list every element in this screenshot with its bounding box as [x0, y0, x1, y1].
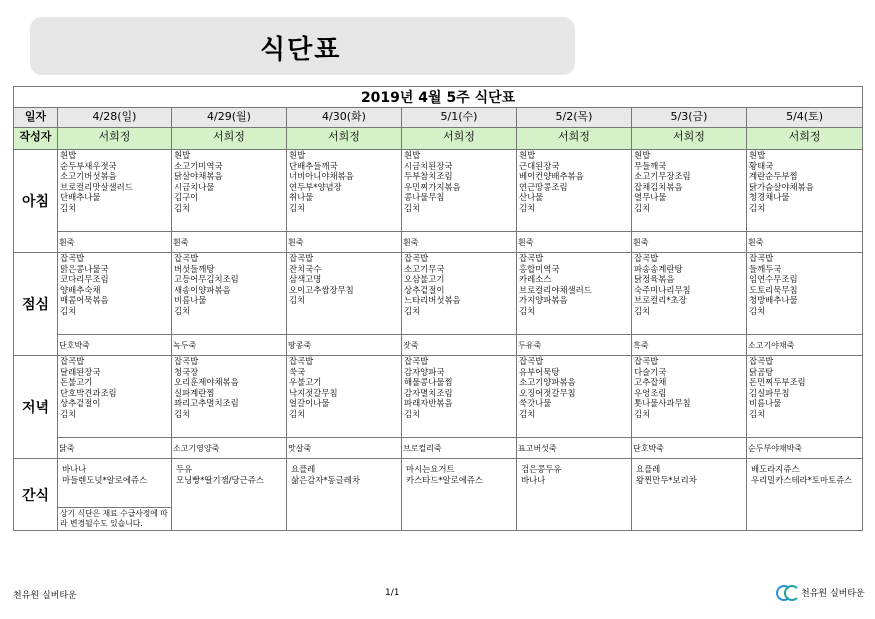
logo-icon: [776, 584, 798, 600]
menu-cell: [402, 150, 517, 232]
porridge-cell: 흰죽: [287, 232, 402, 253]
menu-item: 잡곡밥: [289, 356, 314, 366]
menu-item: 잡곡밥: [174, 253, 199, 263]
date-cell: 4/28(일): [58, 108, 172, 128]
footer-logo-text: 천유원 실버타운: [801, 588, 865, 599]
meal-label: 아침: [14, 150, 58, 253]
snack-cell: [58, 459, 172, 508]
week-title: 2019년 4월 5주 식단표: [14, 87, 863, 108]
menu-cell: [747, 356, 863, 438]
menu-item: 잡곡밥: [404, 253, 429, 263]
date-cell: 5/3(금): [632, 108, 747, 128]
menu-item: 느타리버섯볶음: [404, 295, 461, 306]
snack-item: 우리밀카스테라*토마토쥬스: [751, 474, 853, 485]
author-cell: 서희정: [747, 128, 863, 150]
menu-item: 얼갈이나물: [289, 398, 330, 409]
menu-item: 잡곡밥: [749, 356, 774, 366]
menu-item: 김치: [174, 305, 191, 316]
menu-item: 소고기버섯볶음: [60, 171, 117, 182]
menu-item: 소고기미역국: [174, 160, 223, 171]
menu-item: 잔치국수: [289, 263, 322, 274]
snack-items: [632, 459, 746, 485]
porridge-cell: 흑죽: [632, 335, 747, 356]
snack-cell: [747, 459, 863, 531]
porridge-cell: 순두부야채박죽: [747, 438, 863, 459]
menu-item: 홍합미역국: [519, 263, 560, 274]
menu-item: 잡곡밥: [634, 253, 659, 263]
menu-item: 고등어무김치조림: [174, 274, 239, 285]
weekly-menu-table: [13, 86, 863, 531]
title-box: [30, 17, 575, 75]
footer-logo: [776, 584, 865, 600]
menu-item: 김치: [519, 202, 536, 213]
menu-note: 상기 식단은 재료 수급사정에 따라 변경될수도 있습니다.: [60, 509, 168, 528]
menu-item: 우불고기: [289, 377, 322, 388]
menu-item: 두부참치조림: [404, 171, 453, 182]
menu-item: 파송송계란탕: [634, 263, 683, 274]
author-label: 작성자: [14, 128, 58, 150]
meal-label-snack: 간식: [14, 459, 58, 531]
snack-item: 바나나: [521, 474, 546, 485]
menu-item: 산나물: [519, 192, 544, 203]
menu-item: 계란순두부찜: [749, 171, 798, 182]
menu-item: 김치: [174, 408, 191, 419]
menu-item: 브로컬리맛살샐러드: [60, 181, 133, 192]
menu-item: 소고기양파볶음: [519, 377, 576, 388]
menu-item: 무들깨국: [634, 160, 667, 171]
menu-item: 너비아니야채볶음: [289, 171, 354, 182]
menu-item: 잡곡밥: [60, 253, 85, 263]
menu-item: 가지양파볶음: [519, 295, 568, 306]
snack-items: [172, 459, 286, 485]
menu-cell: [172, 356, 287, 438]
author-cell: 서희정: [402, 128, 517, 150]
date-cell: 4/29(월): [172, 108, 287, 128]
menu-item: 버섯들깨탕: [174, 263, 215, 274]
menu-item: 김치: [174, 202, 191, 213]
menu-item: 실파계란찜: [174, 387, 215, 398]
menu-item: 달래된장국: [60, 366, 101, 377]
menu-item: 김치: [289, 202, 306, 213]
menu-cell: [632, 253, 747, 335]
snack-item: 검은콩두유: [521, 464, 562, 474]
menu-item: 시금치나물: [174, 181, 215, 192]
menu-item: 김치: [634, 202, 651, 213]
snack-item: 왕찐만두*보리차: [636, 474, 697, 485]
porridge-cell: 단호박죽: [58, 335, 172, 356]
porridge-cell: 표고버섯죽: [517, 438, 632, 459]
meal-label: 저녁: [14, 356, 58, 459]
menu-item: 김치: [749, 202, 766, 213]
date-cell: 4/30(화): [287, 108, 402, 128]
snack-cell: [287, 459, 402, 531]
menu-item: 비름나물: [174, 295, 207, 306]
menu-item: 단배추나물: [60, 192, 101, 203]
menu-item: 김치: [749, 408, 766, 419]
menu-item: 상추겉절이: [404, 284, 445, 295]
menu-item: 김치: [634, 305, 651, 316]
menu-cell: [747, 253, 863, 335]
page-title: 식단표: [260, 35, 342, 65]
porridge-cell: 소고기영양죽: [172, 438, 287, 459]
porridge-cell: 소고기야채죽: [747, 335, 863, 356]
menu-item: 흰밥: [519, 150, 536, 160]
porridge-cell: 흰죽: [402, 232, 517, 253]
menu-item: 숙주미나리무침: [634, 284, 691, 295]
menu-cell: [58, 253, 172, 335]
menu-item: 해물콩나물찜: [404, 377, 453, 388]
porridge-cell: 닭죽: [58, 438, 172, 459]
meal-label: 점심: [14, 253, 58, 356]
menu-item: 톳나물사과무침: [634, 398, 691, 409]
menu-item: 김치: [404, 202, 421, 213]
menu-item: 흰밥: [60, 150, 77, 160]
date-cell: 5/2(목): [517, 108, 632, 128]
porridge-cell: 브로컬리죽: [402, 438, 517, 459]
snack-item: 배도라지쥬스: [751, 464, 800, 474]
menu-item: 김치: [289, 295, 306, 306]
menu-item: 고추잡채: [634, 377, 667, 388]
menu-item: 돈민찌두부조림: [749, 377, 806, 388]
author-cell: 서희정: [58, 128, 172, 150]
menu-item: 김치: [60, 305, 77, 316]
menu-cell: [287, 356, 402, 438]
author-cell: 서희정: [287, 128, 402, 150]
menu-item: 감자양파국: [404, 366, 445, 377]
menu-item: 돈불고기: [60, 377, 93, 388]
menu-item: 김구이: [174, 192, 199, 203]
porridge-cell: 흰죽: [517, 232, 632, 253]
menu-item: 유부어묵탕: [519, 366, 560, 377]
menu-cell: [632, 150, 747, 232]
menu-item: 닭정육볶음: [634, 274, 675, 285]
menu-item: 흰밥: [404, 150, 421, 160]
menu-item: 황태국: [749, 160, 774, 171]
menu-item: 카레소스: [519, 274, 552, 285]
snack-item: 모닝빵*딸기잼/당근쥬스: [176, 474, 264, 485]
menu-item: 쑥갓나물: [519, 398, 552, 409]
menu-item: 베이컨양배추볶음: [519, 171, 584, 182]
menu-cell: [402, 356, 517, 438]
menu-item: 도토리묵무침: [749, 284, 798, 295]
menu-item: 청국장: [174, 366, 199, 377]
menu-cell: [287, 253, 402, 335]
menu-item: 낙지젓갈무침: [289, 387, 338, 398]
menu-item: 시금치된장국: [404, 160, 453, 171]
snack-items: [402, 459, 516, 485]
menu-item: 김치: [634, 408, 651, 419]
menu-item: 임연수무조림: [749, 274, 798, 285]
menu-item: 흰밥: [749, 150, 766, 160]
menu-item: 김치: [519, 408, 536, 419]
menu-item: 잡곡밥: [60, 356, 85, 366]
snack-item: 요플레: [291, 464, 316, 474]
menu-item: 김치: [60, 408, 77, 419]
date-label: 일자: [14, 108, 58, 128]
porridge-cell: 땅콩죽: [287, 335, 402, 356]
menu-item: 새송이양파볶음: [174, 284, 231, 295]
menu-item: 오삼불고기: [404, 274, 445, 285]
menu-cell: [517, 150, 632, 232]
menu-cell: [402, 253, 517, 335]
menu-item: 단배추들깨국: [289, 160, 338, 171]
menu-item: 매콤어묵볶음: [60, 295, 109, 306]
snack-item: 요플레: [636, 464, 661, 474]
author-cell: 서희정: [517, 128, 632, 150]
menu-item: 삼색고명: [289, 274, 322, 285]
menu-item: 단호박견과조림: [60, 387, 117, 398]
porridge-cell: 흰죽: [172, 232, 287, 253]
menu-cell: [287, 150, 402, 232]
menu-item: 잡곡밥: [634, 356, 659, 366]
menu-item: 닭가슴살야채볶음: [749, 181, 814, 192]
menu-item: 김실파무침: [749, 387, 790, 398]
menu-item: 잡곡밥: [749, 253, 774, 263]
porridge-cell: 맛살죽: [287, 438, 402, 459]
menu-cell: [172, 150, 287, 232]
menu-item: 우민찌가지볶음: [404, 181, 461, 192]
menu-item: 흰밥: [174, 150, 191, 160]
menu-item: 우엉조림: [634, 387, 667, 398]
menu-cell: [747, 150, 863, 232]
menu-item: 잡곡밥: [519, 356, 544, 366]
snack-item: 삶은감자*동글레차: [291, 474, 360, 485]
menu-item: 들깨두국: [749, 263, 782, 274]
menu-item: 오이고추쌈장무침: [289, 284, 354, 295]
menu-item: 잡곡밥: [404, 356, 429, 366]
menu-item: 오리훈제야채볶음: [174, 377, 239, 388]
menu-item: 닭살야채볶음: [174, 171, 223, 182]
menu-item: 청방배추나물: [749, 295, 798, 306]
porridge-cell: 흰죽: [747, 232, 863, 253]
menu-item: 청경채나물: [749, 192, 790, 203]
meal-rows: [14, 150, 863, 459]
menu-item: 맑은콩나물국: [60, 263, 109, 274]
menu-cell: [517, 356, 632, 438]
menu-item: 콩나물무침: [404, 192, 445, 203]
menu-item: 열무나물: [634, 192, 667, 203]
snack-cell: [632, 459, 747, 531]
snack-items: [58, 459, 171, 485]
snack-item: 마시는요거트: [406, 464, 455, 474]
menu-item: 파래자반볶음: [404, 398, 453, 409]
snack-items: [287, 459, 401, 485]
menu-item: 김치: [60, 202, 77, 213]
menu-item: 브로컬리*초장: [634, 295, 687, 306]
menu-cell: [58, 150, 172, 232]
menu-item: 비름나물: [749, 398, 782, 409]
menu-item: 상추겉절이: [60, 398, 101, 409]
snack-cell: [172, 459, 287, 531]
porridge-cell: 단호박죽: [632, 438, 747, 459]
menu-item: 순두부새우젓국: [60, 160, 117, 171]
menu-cell: [517, 253, 632, 335]
menu-item: 오징어젓갈무침: [519, 387, 576, 398]
menu-item: 흰밥: [634, 150, 651, 160]
menu-item: 흰밥: [289, 150, 306, 160]
snack-cell: [517, 459, 632, 531]
menu-item: 김치: [519, 305, 536, 316]
menu-item: 김치: [749, 305, 766, 316]
menu-cell: [172, 253, 287, 335]
menu-item: 꽈리고추멸치조림: [174, 398, 239, 409]
page-number: 1/1: [385, 588, 400, 598]
porridge-cell: 흰죽: [58, 232, 172, 253]
porridge-cell: 잣죽: [402, 335, 517, 356]
porridge-cell: 녹두죽: [172, 335, 287, 356]
snack-item: 마들렌도넛*알로에쥬스: [62, 474, 148, 485]
note-cell: [58, 508, 172, 531]
snack-item: 바나나: [62, 464, 87, 474]
snack-item: 카스타드*알로에쥬스: [406, 474, 483, 485]
menu-item: 쑥국: [289, 366, 306, 377]
menu-item: 소고기무국: [404, 263, 445, 274]
menu-item: 연근땅콩조림: [519, 181, 568, 192]
menu-item: 근대된장국: [519, 160, 560, 171]
menu-item: 김치: [404, 305, 421, 316]
menu-cell: [632, 356, 747, 438]
date-cell: 5/1(수): [402, 108, 517, 128]
menu-item: 잡곡밥: [174, 356, 199, 366]
menu-item: 김치: [404, 408, 421, 419]
author-cell: 서희정: [632, 128, 747, 150]
snack-cell: [402, 459, 517, 531]
menu-item: 코다리무조림: [60, 274, 109, 285]
menu-item: 김치: [289, 408, 306, 419]
menu-item: 소고기무장조림: [634, 171, 691, 182]
menu-item: 닭곰탕: [749, 366, 774, 377]
menu-item: 양배추숙채: [60, 284, 101, 295]
menu-item: 잡곡밥: [519, 253, 544, 263]
menu-item: 다슬기국: [634, 366, 667, 377]
snack-item: 두유: [176, 464, 193, 474]
snack-items: [517, 459, 631, 485]
porridge-cell: 흰죽: [632, 232, 747, 253]
author-cell: 서희정: [172, 128, 287, 150]
snack-items: [747, 459, 862, 485]
menu-item: 잡채김치볶음: [634, 181, 683, 192]
menu-item: 브로컬리야채샐러드: [519, 284, 592, 295]
menu-item: 취나물: [289, 192, 314, 203]
menu-item: 감자멸치조림: [404, 387, 453, 398]
menu-cell: [58, 356, 172, 438]
menu-item: 잡곡밥: [289, 253, 314, 263]
porridge-cell: 두유죽: [517, 335, 632, 356]
menu-item: 연두부*양념장: [289, 181, 342, 192]
date-cell: 5/4(토): [747, 108, 863, 128]
footer-org-name: 천유원 실버타운: [13, 591, 77, 601]
